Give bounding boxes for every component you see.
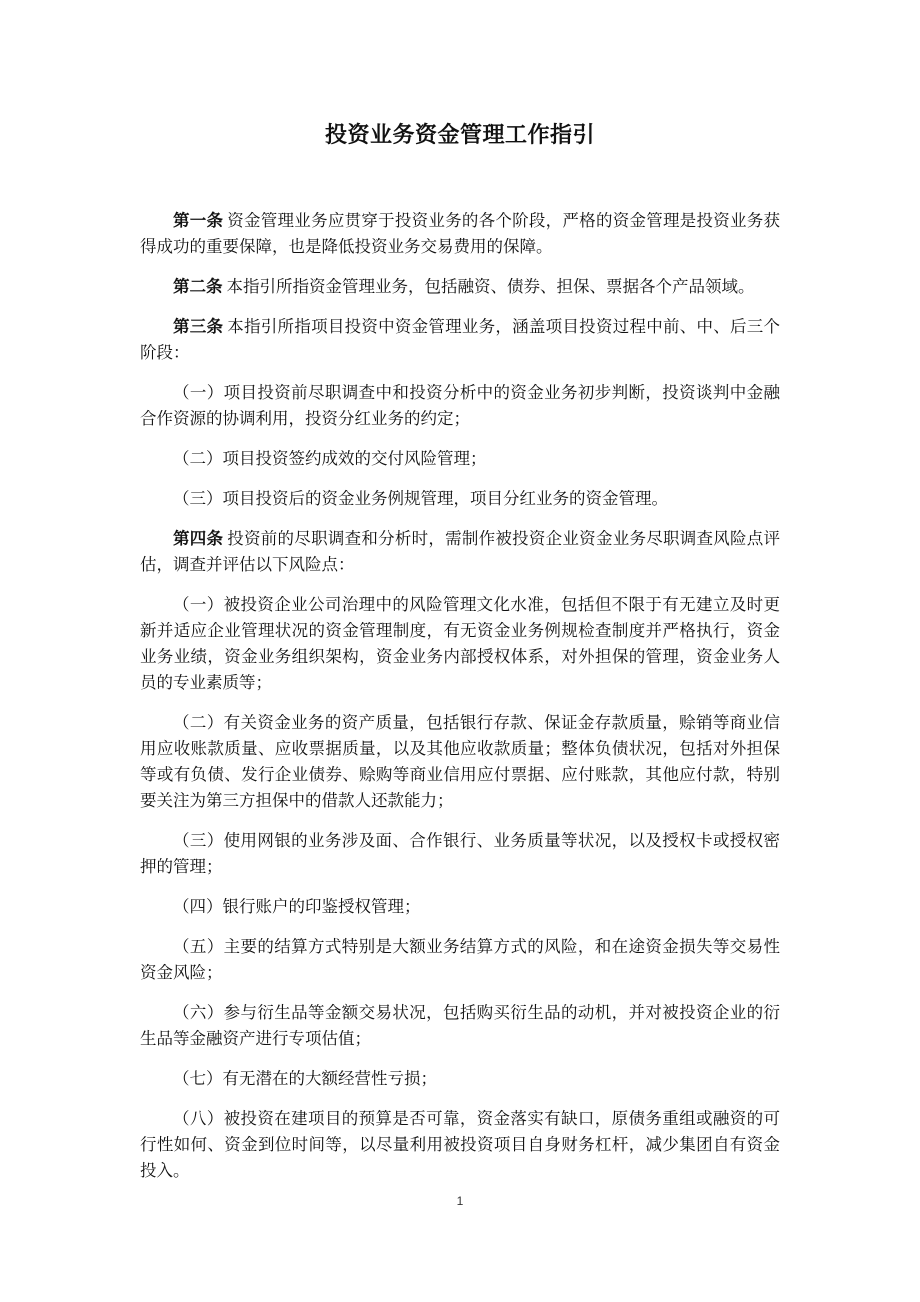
article-heading: 第三条 [173,317,224,336]
clause-4-7 [140,1066,780,1092]
clause-4-5 [140,934,780,986]
clause-3-1 [140,380,780,432]
document-body [140,208,780,1198]
article-heading: 第二条 [173,277,223,296]
article-text: 本指引所指项目投资中资金管理业务，涵盖项目投资过程中前、中、后三个阶段： [140,317,781,362]
clause-text: （三）项目投资后的资金业务例规管理，项目分红业务的资金管理。 [173,489,668,508]
clause-3-3 [140,486,780,512]
clause-4-6 [140,1000,780,1052]
page-number: 1 [456,1194,464,1208]
clause-4-4 [140,894,780,920]
article-4 [140,526,780,578]
clause-text: （八）被投资在建项目的预算是否可靠，资金落实有缺口，原债务重组或融资的可行性如何、资金到位时间等，以尽量利用被投资项目自身财务杠杆，减少集团自有资金投入。 [140,1109,780,1180]
clause-4-2 [140,710,780,814]
clause-3-2 [140,446,780,472]
clause-text: （一）被投资企业公司治理中的风险管理文化水准，包括但不限于有无建立及时更新并适应企业管理状况的资金管理制度，有无资金业务例规检查制度并严格执行，资金业务业绩，资金业务组织架构，资金业务内部授权体系，对外担保的管理，资金业务人员的专业素质等； [140,595,780,692]
clause-text: （一）项目投资前尽职调查中和投资分析中的资金业务初步判断，投资谈判中金融合作资源的协调利用，投资分红业务的约定； [140,383,780,428]
clause-text: （四）银行账户的印鉴授权管理； [173,897,421,916]
article-heading: 第四条 [173,529,224,548]
article-text: 投资前的尽职调查和分析时，需制作被投资企业资金业务尽职调查风险点评估，调查并评估以下风险点： [140,529,781,574]
article-3 [140,314,780,366]
article-2 [140,274,780,300]
article-1 [140,208,780,260]
article-text: 本指引所指资金管理业务，包括融资、债券、担保、票据各个产品领域。 [226,277,755,296]
clause-text: （二）有关资金业务的资产质量，包括银行存款、保证金存款质量，赊销等商业信用应收账款质量、应收票据质量，以及其他应收款质量；整体负债状况，包括对外担保等或有负债、发行企业债券、赊购等商业信用应付票据、应付账款，其他应付款，特别要关注为第三方担保中的借款人还款能力； [140,713,780,810]
article-text: 资金管理业务应贯穿于投资业务的各个阶段，严格的资金管理是投资业务获得成功的重要保障，也是降低投资业务交易费用的保障。 [140,211,781,256]
clause-text: （二）项目投资签约成效的交付风险管理； [173,449,487,468]
clause-4-1 [140,592,780,696]
clause-4-3 [140,828,780,880]
clause-text: （五）主要的结算方式特别是大额业务结算方式的风险，和在途资金损失等交易性资金风险； [140,937,780,982]
clause-4-8 [140,1106,780,1184]
clause-text: （三）使用网银的业务涉及面、合作银行、业务质量等状况，以及授权卡或授权密押的管理； [140,831,780,876]
clause-text: （七）有无潜在的大额经营性亏损； [173,1069,437,1088]
clause-text: （六）参与衍生品等金额交易状况，包括购买衍生品的动机，并对被投资企业的衍生品等金融资产进行专项估值； [140,1003,780,1048]
article-heading: 第一条 [173,211,224,230]
document-title: 投资业务资金管理工作指引 [324,123,595,148]
